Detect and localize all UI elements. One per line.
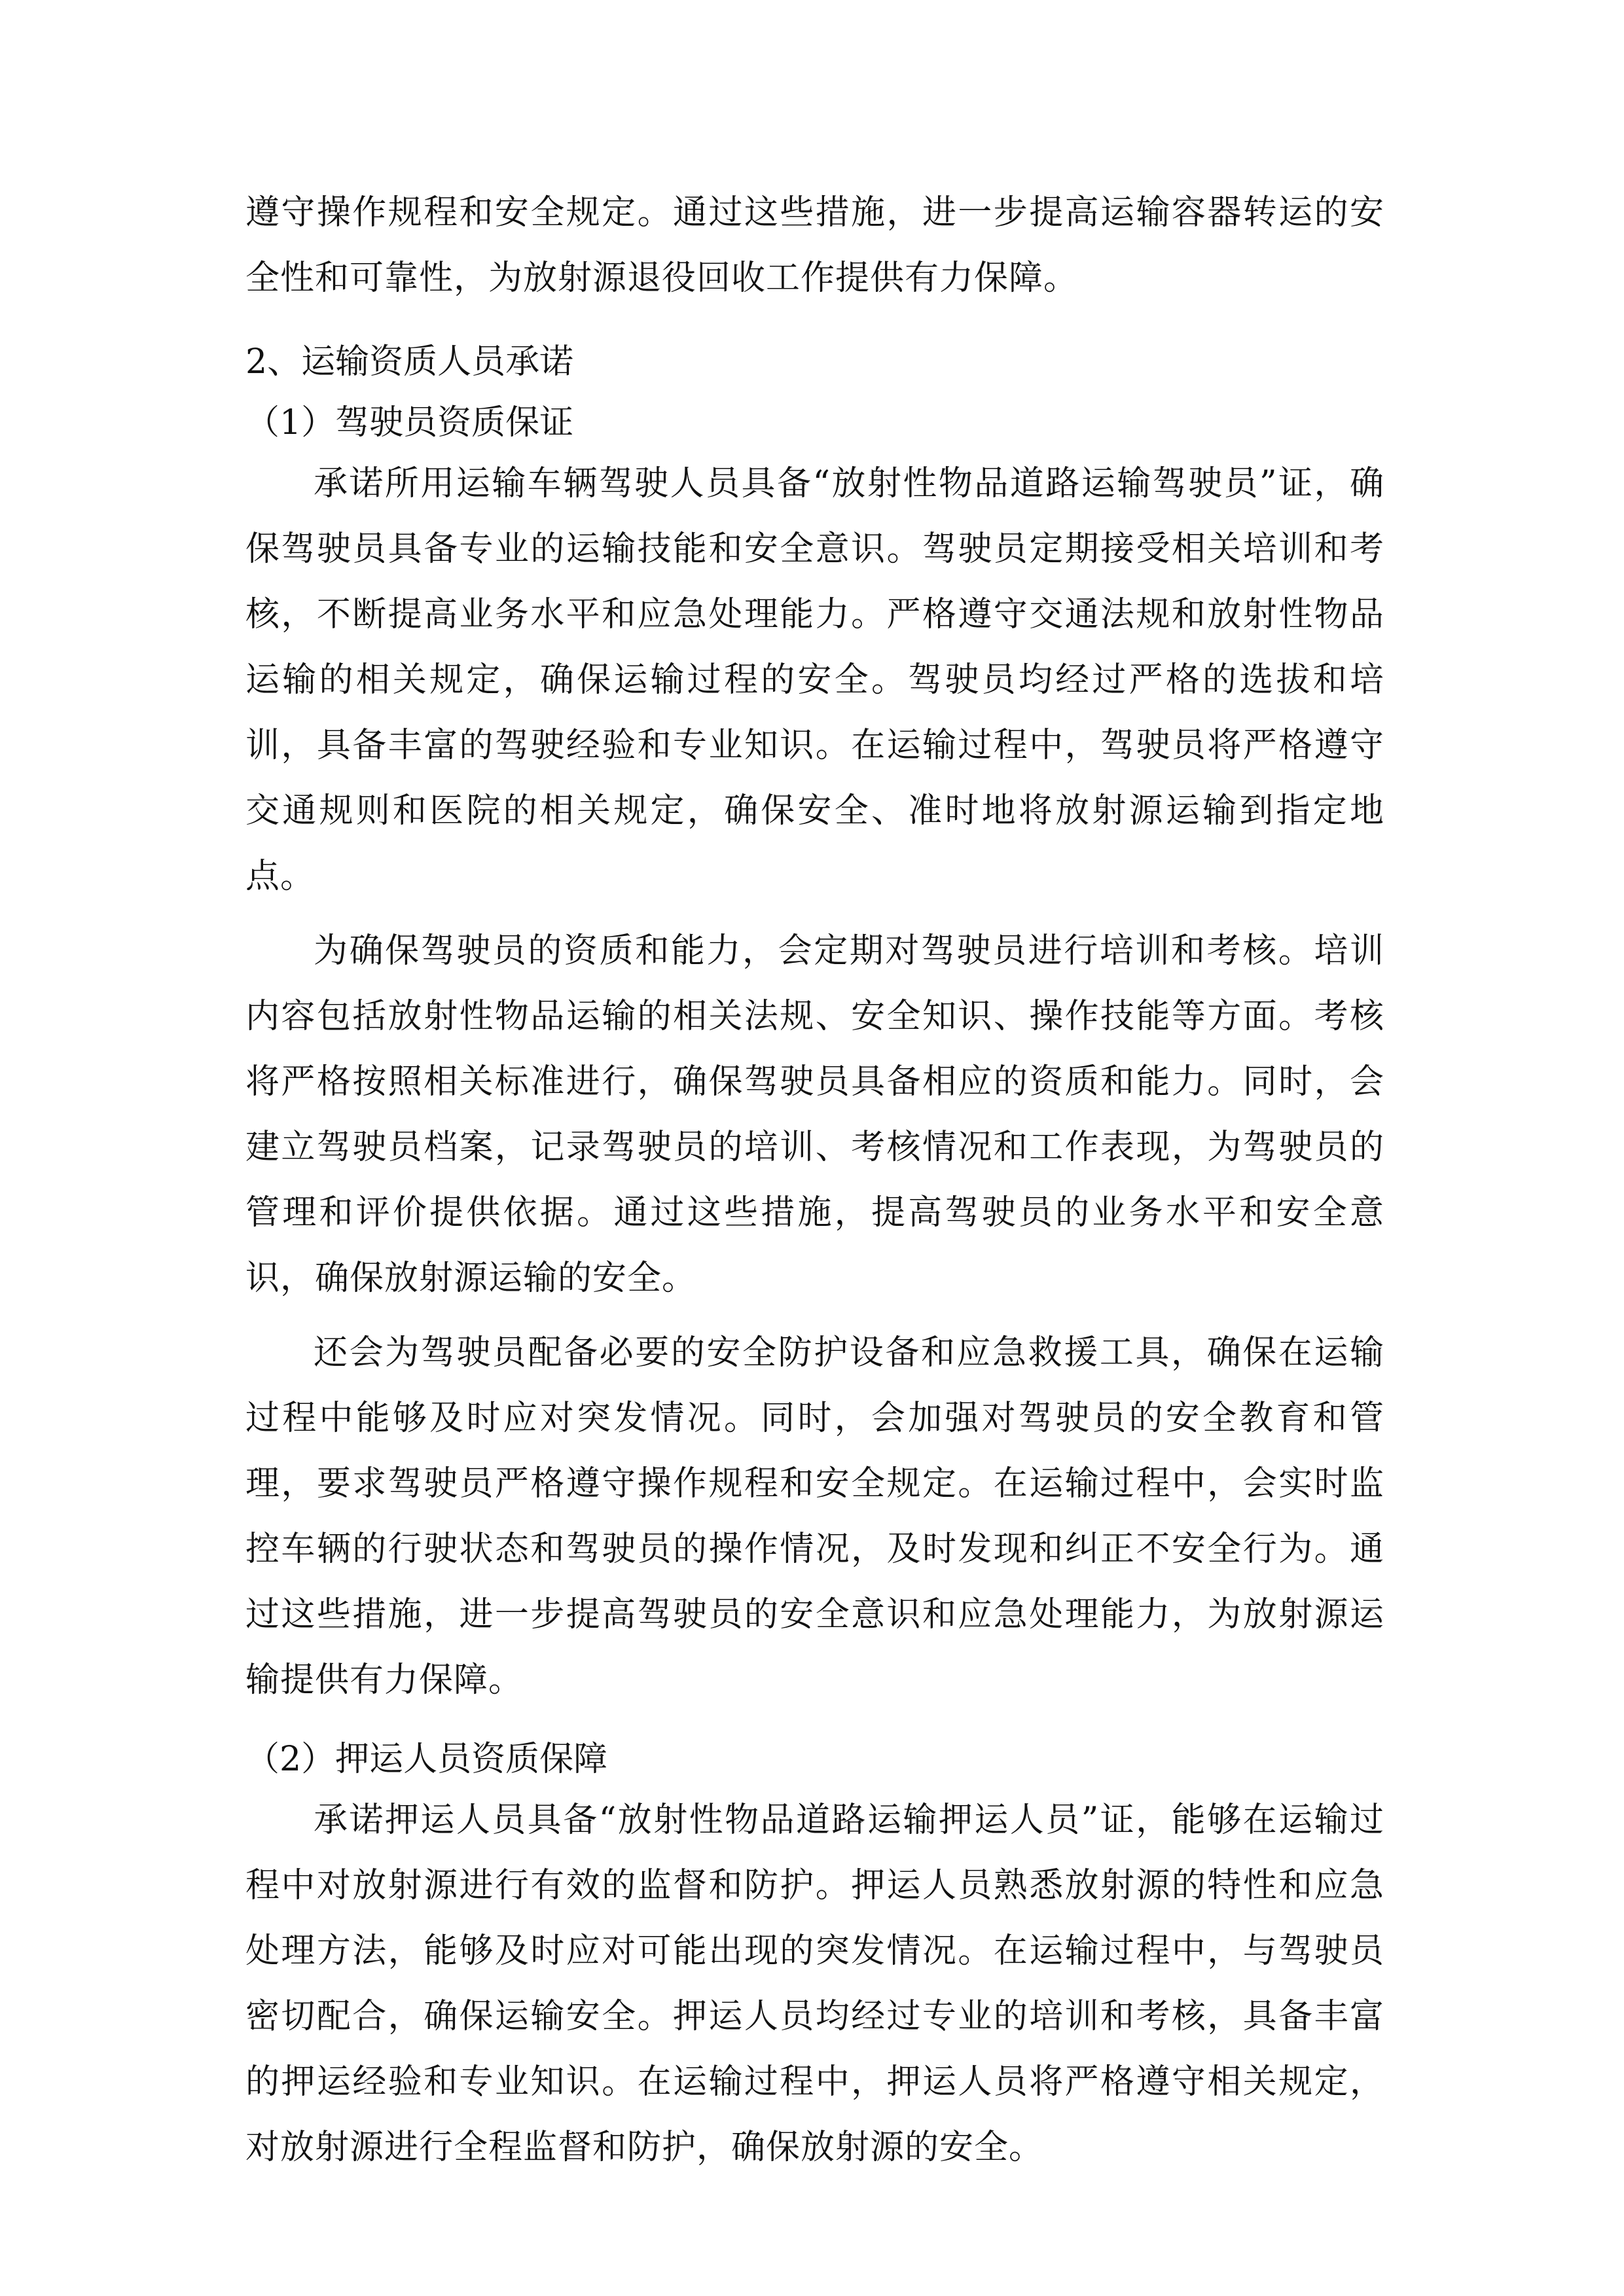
spacer <box>245 1713 1384 1731</box>
driver-paragraph-1: 承诺所用运输车辆驾驶人员具备“放射性物品道路运输驾驶员”证，确保驾驶员具备专业的运输技能和安全意识。驾驶员定期接受相关培训和考核，不断提高业务水平和应急处理能力。严格遵守交通法规和放射性物品运输的相关规定，确保运输过程的安全。驾驶员均经过严格的选拔和培训，具备丰富的驾驶经验和专业知识。在运输过程中，驾驶员将严格遵守交通规则和医院的相关规定，确保安全、准时地将放射源运输到指定地点。 <box>245 464 1384 896</box>
driver-heading: （1）驾驶员资质保证 <box>245 403 574 442</box>
escort-heading: （2）押运人员资质保障 <box>245 1740 608 1779</box>
intro-paragraph: 遵守操作规程和安全规定。通过这些措施，进一步提高运输容器转运的安全性和可靠性，为放射源退役回收工作提供有力保障。 <box>245 193 1384 298</box>
section-heading: 2、运输资质人员承诺 <box>245 342 574 382</box>
driver-paragraph-3: 还会为驾驶员配备必要的安全防护设备和应急救援工具，确保在运输过程中能够及时应对突发情况。同时，会加强对驾驶员的安全教育和管理，要求驾驶员严格遵守操作规程和安全规定。在运输过程中，会实时监控车辆的行驶状态和驾驶员的操作情况，及时发现和纠正不安全行为。通过这些措施，进一步提高驾驶员的安全意识和应急处理能力，为放射源运输提供有力保障。 <box>245 1333 1384 1700</box>
spacer <box>245 909 1384 918</box>
spacer <box>245 1311 1384 1320</box>
escort-paragraph-1: 承诺押运人员具备“放射性物品道路运输押运人员”证，能够在运输过程中对放射源进行有效的监督和防护。押运人员熟悉放射源的特性和应急处理方法，能够及时应对可能出现的突发情况。在运输过程中，与驾驶员密切配合，确保运输安全。押运人员均经过专业的培训和考核，具备丰富的押运经验和专业知识。在运输过程中，押运人员将严格遵守相关规定，对放射源进行全程监督和防护，确保放射源的安全。 <box>245 1801 1384 2167</box>
spacer <box>245 311 1384 329</box>
driver-paragraph-2: 为确保驾驶员的资质和能力，会定期对驾驶员进行培训和考核。培训内容包括放射性物品运输的相关法规、安全知识、操作技能等方面。考核将严格按照相关标准进行，确保驾驶员具备相应的资质和能力。同时，会建立驾驶员档案，记录驾驶员的培训、考核情况和工作表现，为驾驶员的管理和评价提供依据。通过这些措施，提高驾驶员的业务水平和安全意识，确保放射源运输的安全。 <box>245 931 1384 1298</box>
document-page <box>245 180 1384 2180</box>
